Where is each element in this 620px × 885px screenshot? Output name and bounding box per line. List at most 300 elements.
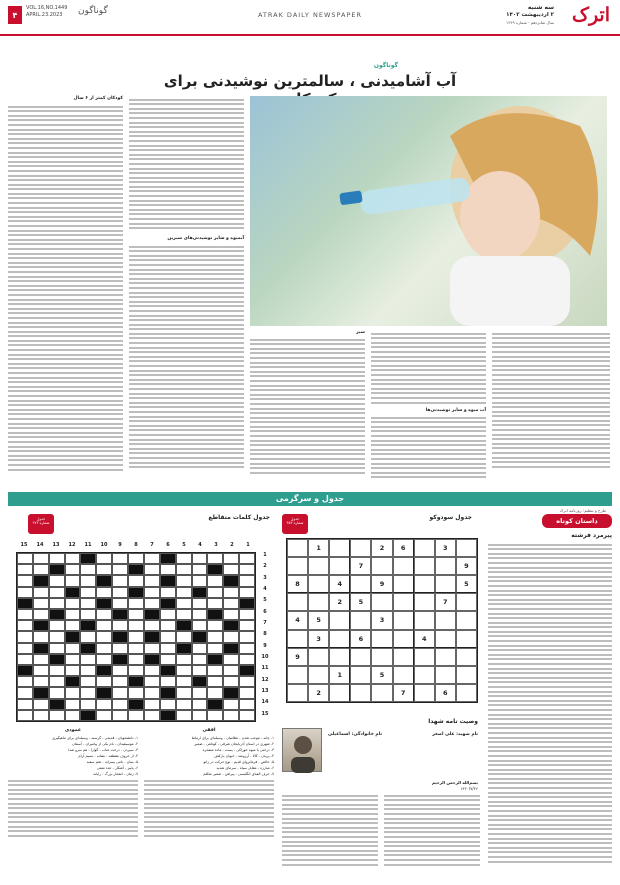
- crossword-cell[interactable]: [65, 620, 81, 631]
- crossword-cell[interactable]: [176, 575, 192, 586]
- crossword-cell[interactable]: [112, 575, 128, 586]
- sudoku-cell[interactable]: [350, 666, 371, 684]
- crossword-cell[interactable]: [112, 620, 128, 631]
- crossword-cell[interactable]: [17, 609, 33, 620]
- sudoku-cell[interactable]: 7: [435, 593, 456, 611]
- crossword-cell[interactable]: [207, 620, 223, 631]
- crossword-cell[interactable]: [144, 676, 160, 687]
- crossword-cell[interactable]: [128, 575, 144, 586]
- crossword-cell[interactable]: [17, 643, 33, 654]
- crossword-cell[interactable]: [223, 676, 239, 687]
- crossword-cell[interactable]: [33, 654, 49, 665]
- crossword-cell[interactable]: [239, 609, 255, 620]
- sudoku-badge: [282, 514, 308, 534]
- sudoku-cell[interactable]: [371, 557, 392, 575]
- crossword-cell[interactable]: [17, 553, 33, 564]
- crossword-cell[interactable]: [160, 587, 176, 598]
- crossword-cell[interactable]: [65, 665, 81, 676]
- crossword-cell[interactable]: [33, 699, 49, 710]
- sudoku-cell[interactable]: [435, 611, 456, 629]
- crossword-cell[interactable]: [49, 631, 65, 642]
- crossword-cell[interactable]: [96, 553, 112, 564]
- sudoku-cell[interactable]: 7: [350, 557, 371, 575]
- crossword-cell[interactable]: [96, 620, 112, 631]
- martyr-portrait: [282, 728, 322, 772]
- sudoku-cell[interactable]: 2: [308, 684, 329, 702]
- sudoku-cell[interactable]: [308, 557, 329, 575]
- crossword-cell[interactable]: [160, 676, 176, 687]
- sudoku-cell[interactable]: 4: [329, 575, 350, 593]
- crossword-black-cell: [112, 654, 128, 665]
- article-kicker: گوناگون: [373, 62, 398, 69]
- crossword-cell[interactable]: [33, 665, 49, 676]
- crossword-black-cell: [80, 620, 96, 631]
- crossword-black-cell: [96, 665, 112, 676]
- sudoku-cell[interactable]: [435, 666, 456, 684]
- crossword-grid[interactable]: [16, 552, 256, 722]
- crossword-cell[interactable]: [192, 699, 208, 710]
- sudoku-cell[interactable]: [308, 648, 329, 666]
- crossword-cell[interactable]: [223, 699, 239, 710]
- sudoku-cell[interactable]: [393, 630, 414, 648]
- crossword-cell[interactable]: [207, 575, 223, 586]
- crossword-cell[interactable]: [17, 564, 33, 575]
- story-panel: [488, 514, 612, 880]
- sudoku-cell[interactable]: [308, 593, 329, 611]
- sudoku-cell[interactable]: [435, 630, 456, 648]
- crossword-cell[interactable]: [49, 710, 65, 721]
- crossword-cell[interactable]: [223, 631, 239, 642]
- sudoku-cell[interactable]: 1: [329, 666, 350, 684]
- crossword-cell[interactable]: [33, 676, 49, 687]
- sudoku-cell[interactable]: 9: [456, 557, 477, 575]
- sudoku-cell[interactable]: [329, 648, 350, 666]
- sudoku-cell[interactable]: [435, 575, 456, 593]
- sudoku-cell[interactable]: [414, 666, 435, 684]
- sudoku-cell[interactable]: [287, 666, 308, 684]
- sudoku-cell[interactable]: [287, 630, 308, 648]
- crossword-cell[interactable]: [80, 676, 96, 687]
- crossword-clue: ۴- از حروف مقطعه - نشانه - نسیم آرام: [78, 754, 138, 758]
- sudoku-cell[interactable]: [287, 539, 308, 557]
- sudoku-cell[interactable]: [371, 593, 392, 611]
- crossword-cell[interactable]: [49, 665, 65, 676]
- sudoku-cell[interactable]: 6: [393, 539, 414, 557]
- crossword-cell[interactable]: [65, 575, 81, 586]
- sudoku-cell[interactable]: [414, 593, 435, 611]
- sudoku-cell[interactable]: [329, 557, 350, 575]
- sudoku-cell[interactable]: 2: [371, 539, 392, 557]
- sudoku-cell[interactable]: 4: [414, 630, 435, 648]
- article-kicker-bar: [178, 62, 398, 72]
- crossword-cell[interactable]: [17, 587, 33, 598]
- crossword-cell[interactable]: [192, 598, 208, 609]
- crossword-cell[interactable]: [80, 631, 96, 642]
- crossword-cell[interactable]: [112, 553, 128, 564]
- crossword-cell[interactable]: [112, 564, 128, 575]
- crossword-cell[interactable]: [192, 654, 208, 665]
- sudoku-cell[interactable]: 4: [287, 611, 308, 629]
- crossword-cell[interactable]: [207, 631, 223, 642]
- crossword-cell[interactable]: [239, 676, 255, 687]
- crossword-black-cell: [33, 620, 49, 631]
- crossword-cell[interactable]: [160, 564, 176, 575]
- crossword-cell[interactable]: [17, 710, 33, 721]
- crossword-cell[interactable]: [17, 687, 33, 698]
- crossword-cell[interactable]: [160, 620, 176, 631]
- crossword-clue: ۵- خالص - فرمانروای قدیم - نوع حرکت در زانو: [203, 760, 274, 764]
- crossword-cell[interactable]: [33, 598, 49, 609]
- crossword-cell[interactable]: [144, 575, 160, 586]
- sudoku-cell[interactable]: 7: [393, 684, 414, 702]
- crossword-cell[interactable]: [128, 665, 144, 676]
- crossword-cell[interactable]: [112, 587, 128, 598]
- crossword-cell[interactable]: [96, 587, 112, 598]
- sudoku-cell[interactable]: [435, 557, 456, 575]
- crossword-cell[interactable]: [112, 676, 128, 687]
- crossword-cell[interactable]: [80, 587, 96, 598]
- sudoku-cell[interactable]: 5: [308, 611, 329, 629]
- crossword-cell[interactable]: [112, 687, 128, 698]
- logo: اترک: [571, 4, 610, 26]
- sudoku-cell[interactable]: [308, 575, 329, 593]
- crossword-cell[interactable]: [239, 620, 255, 631]
- crossword-cell[interactable]: [96, 643, 112, 654]
- sudoku-cell[interactable]: [329, 611, 350, 629]
- crossword-column-number: 13: [52, 542, 60, 548]
- crossword-cell[interactable]: [160, 609, 176, 620]
- crossword-black-cell: [223, 687, 239, 698]
- crossword-cell[interactable]: [144, 665, 160, 676]
- crossword-cell[interactable]: [192, 710, 208, 721]
- sudoku-cell[interactable]: 9: [287, 648, 308, 666]
- crossword-cell[interactable]: [223, 553, 239, 564]
- sudoku-cell[interactable]: [350, 539, 371, 557]
- crossword-cell[interactable]: [49, 620, 65, 631]
- crossword-cell[interactable]: [176, 609, 192, 620]
- crossword-cell[interactable]: [176, 587, 192, 598]
- crossword-cell[interactable]: [17, 654, 33, 665]
- crossword-cell[interactable]: [33, 710, 49, 721]
- crossword-cell[interactable]: [160, 654, 176, 665]
- crossword-black-cell: [33, 575, 49, 586]
- crossword-cell[interactable]: [144, 620, 160, 631]
- crossword-cell[interactable]: [128, 598, 144, 609]
- crossword-cell[interactable]: [176, 710, 192, 721]
- crossword-cell[interactable]: [96, 710, 112, 721]
- crossword-cell[interactable]: [144, 553, 160, 564]
- sudoku-cell[interactable]: [456, 593, 477, 611]
- crossword-black-cell: [144, 631, 160, 642]
- crossword-cell[interactable]: [239, 654, 255, 665]
- crossword-cell[interactable]: [33, 587, 49, 598]
- crossword-cell[interactable]: [17, 676, 33, 687]
- crossword-cell[interactable]: [192, 553, 208, 564]
- crossword-cell[interactable]: [192, 643, 208, 654]
- crossword-cell[interactable]: [223, 587, 239, 598]
- crossword-black-cell: [96, 598, 112, 609]
- sudoku-cell[interactable]: [414, 611, 435, 629]
- crossword-cell[interactable]: [223, 710, 239, 721]
- crossword-cell[interactable]: [144, 699, 160, 710]
- crossword-cell[interactable]: [65, 699, 81, 710]
- crossword-cell[interactable]: [49, 643, 65, 654]
- crossword-cell[interactable]: [192, 665, 208, 676]
- crossword-cell[interactable]: [207, 687, 223, 698]
- crossword-cell[interactable]: [144, 598, 160, 609]
- crossword-cell[interactable]: [112, 598, 128, 609]
- crossword-cell[interactable]: [112, 665, 128, 676]
- crossword-cell[interactable]: [160, 699, 176, 710]
- crossword-cell[interactable]: [223, 609, 239, 620]
- sudoku-cell[interactable]: 5: [371, 666, 392, 684]
- crossword-black-cell: [160, 575, 176, 586]
- crossword-cell[interactable]: [176, 665, 192, 676]
- crossword-cell[interactable]: [96, 654, 112, 665]
- crossword-cell[interactable]: [65, 687, 81, 698]
- crossword-column-number: 15: [20, 542, 28, 548]
- crossword-cell[interactable]: [80, 654, 96, 665]
- crossword-cell[interactable]: [144, 587, 160, 598]
- crossword-cell[interactable]: [144, 643, 160, 654]
- sudoku-cell[interactable]: [350, 648, 371, 666]
- sudoku-cell[interactable]: [287, 593, 308, 611]
- crossword-cell[interactable]: [207, 710, 223, 721]
- crossword-cell[interactable]: [49, 553, 65, 564]
- crossword-cell[interactable]: [128, 553, 144, 564]
- crossword-cell[interactable]: [33, 564, 49, 575]
- crossword-cell[interactable]: [239, 710, 255, 721]
- sudoku-cell[interactable]: 9: [371, 575, 392, 593]
- will-date: ۱۳۶۰/۷/۲۶: [460, 786, 478, 791]
- sudoku-cell[interactable]: [393, 666, 414, 684]
- crossword-cell[interactable]: [128, 654, 144, 665]
- will-title: وصیت نامه شهدا: [428, 718, 478, 725]
- crossword-cell[interactable]: [65, 598, 81, 609]
- martyr-name-row: [328, 732, 478, 737]
- sudoku-cell[interactable]: 5: [350, 593, 371, 611]
- sudoku-cell[interactable]: [456, 611, 477, 629]
- crossword-cell[interactable]: [176, 564, 192, 575]
- sudoku-cell[interactable]: [456, 648, 477, 666]
- crossword-cell[interactable]: [239, 575, 255, 586]
- crossword-column-number: 11: [84, 542, 92, 548]
- crossword-cell[interactable]: [17, 620, 33, 631]
- sudoku-cell[interactable]: [308, 666, 329, 684]
- crossword-cell[interactable]: [128, 710, 144, 721]
- crossword-cell[interactable]: [239, 687, 255, 698]
- sudoku-cell[interactable]: [350, 575, 371, 593]
- crossword-cell[interactable]: [33, 609, 49, 620]
- crossword-cell[interactable]: [192, 620, 208, 631]
- sudoku-cell[interactable]: [287, 557, 308, 575]
- crossword-cell[interactable]: [65, 643, 81, 654]
- crossword-cell[interactable]: [96, 564, 112, 575]
- sudoku-cell[interactable]: [456, 666, 477, 684]
- sudoku-cell[interactable]: 3: [435, 539, 456, 557]
- crossword-cell[interactable]: [176, 699, 192, 710]
- sudoku-cell[interactable]: [393, 557, 414, 575]
- sudoku-cell[interactable]: [393, 575, 414, 593]
- crossword-cell[interactable]: [96, 676, 112, 687]
- sudoku-cell[interactable]: [329, 539, 350, 557]
- story-tag: داستان کوتاه: [542, 514, 612, 528]
- crossword-cell[interactable]: [144, 564, 160, 575]
- crossword-cell[interactable]: [80, 665, 96, 676]
- game-section-bar: [8, 492, 612, 506]
- sudoku-cell[interactable]: [435, 648, 456, 666]
- crossword-cell[interactable]: [144, 710, 160, 721]
- sudoku-cell[interactable]: [329, 630, 350, 648]
- crossword-cell[interactable]: [65, 553, 81, 564]
- crossword-cell[interactable]: [207, 598, 223, 609]
- sudoku-cell[interactable]: [393, 611, 414, 629]
- crossword-cell[interactable]: [80, 687, 96, 698]
- crossword-cell[interactable]: [160, 643, 176, 654]
- crossword-cell[interactable]: [112, 710, 128, 721]
- crossword-cell[interactable]: [176, 631, 192, 642]
- crossword-cell[interactable]: [80, 609, 96, 620]
- sudoku-cell[interactable]: [414, 557, 435, 575]
- crossword-black-cell: [160, 710, 176, 721]
- crossword-black-cell: [49, 609, 65, 620]
- crossword-cell[interactable]: [207, 587, 223, 598]
- sudoku-cell[interactable]: [456, 684, 477, 702]
- crossword-cell[interactable]: [176, 598, 192, 609]
- article-column-3: [250, 330, 365, 488]
- crossword-cell[interactable]: [223, 654, 239, 665]
- crossword-cell[interactable]: [33, 631, 49, 642]
- crossword-cell[interactable]: [239, 699, 255, 710]
- sudoku-grid[interactable]: [286, 538, 478, 703]
- crossword-cell[interactable]: [49, 676, 65, 687]
- article-photo: [250, 96, 607, 326]
- sudoku-cell[interactable]: [414, 648, 435, 666]
- crossword-cell[interactable]: [176, 676, 192, 687]
- crossword-row-number: 13: [261, 687, 269, 694]
- crossword-cell[interactable]: [176, 654, 192, 665]
- crossword-black-cell: [207, 609, 223, 620]
- crossword-cell[interactable]: [80, 575, 96, 586]
- crossword-cell[interactable]: [49, 587, 65, 598]
- sudoku-cell[interactable]: 5: [456, 575, 477, 593]
- sudoku-cell[interactable]: 2: [329, 593, 350, 611]
- crossword-cell[interactable]: [192, 609, 208, 620]
- sudoku-panel: [282, 514, 482, 714]
- crossword-cell[interactable]: [239, 631, 255, 642]
- crossword-cell[interactable]: [144, 687, 160, 698]
- sudoku-cell[interactable]: [287, 684, 308, 702]
- sudoku-cell[interactable]: 1: [308, 539, 329, 557]
- sudoku-cell[interactable]: 3: [371, 611, 392, 629]
- sudoku-cell[interactable]: 8: [287, 575, 308, 593]
- sudoku-cell[interactable]: [414, 575, 435, 593]
- crossword-cell[interactable]: [49, 575, 65, 586]
- crossword-cell[interactable]: [80, 564, 96, 575]
- crossword-cell[interactable]: [192, 575, 208, 586]
- crossword-cell[interactable]: [192, 564, 208, 575]
- sudoku-cell[interactable]: [456, 630, 477, 648]
- crossword-column-number: 12: [68, 542, 76, 548]
- crossword-row-number: 12: [261, 676, 269, 683]
- crossword-cell[interactable]: [96, 631, 112, 642]
- crossword-cell[interactable]: [176, 553, 192, 564]
- sudoku-cell[interactable]: 6: [435, 684, 456, 702]
- crossword-cell[interactable]: [65, 564, 81, 575]
- crossword-black-cell: [207, 564, 223, 575]
- crossword-cell[interactable]: [207, 553, 223, 564]
- crossword-cell[interactable]: [223, 564, 239, 575]
- crossword-black-cell: [49, 654, 65, 665]
- article-column-2: [129, 96, 244, 488]
- crossword-cell[interactable]: [96, 609, 112, 620]
- crossword-cell[interactable]: [128, 620, 144, 631]
- crossword-black-cell: [49, 564, 65, 575]
- crossword-cell[interactable]: [112, 643, 128, 654]
- crossword-cell[interactable]: [192, 687, 208, 698]
- crossword-cell[interactable]: [176, 687, 192, 698]
- crossword-cell[interactable]: [239, 643, 255, 654]
- crossword-cell[interactable]: [49, 598, 65, 609]
- crossword-cell[interactable]: [239, 587, 255, 598]
- crossword-cell[interactable]: [80, 598, 96, 609]
- sudoku-cell[interactable]: [393, 648, 414, 666]
- sudoku-cell[interactable]: 6: [350, 630, 371, 648]
- crossword-cell[interactable]: [239, 564, 255, 575]
- crossword-cell[interactable]: [207, 676, 223, 687]
- crossword-cell[interactable]: [65, 710, 81, 721]
- crossword-cell[interactable]: [17, 631, 33, 642]
- crossword-cell[interactable]: [207, 665, 223, 676]
- crossword-cell[interactable]: [128, 631, 144, 642]
- sudoku-cell[interactable]: 3: [308, 630, 329, 648]
- crossword-cell[interactable]: [65, 609, 81, 620]
- crossword-cell[interactable]: [239, 553, 255, 564]
- crossword-cell[interactable]: [17, 575, 33, 586]
- sudoku-cell[interactable]: [414, 684, 435, 702]
- martyr-first-name-group: نام شهید: علی اصغر: [432, 732, 478, 737]
- crossword-cell[interactable]: [223, 598, 239, 609]
- sudoku-cell[interactable]: [414, 539, 435, 557]
- sudoku-cell[interactable]: [350, 611, 371, 629]
- crossword-black-cell: [80, 710, 96, 721]
- crossword-cell[interactable]: [128, 687, 144, 698]
- crossword-cell[interactable]: [207, 643, 223, 654]
- sudoku-cell[interactable]: [371, 630, 392, 648]
- crossword-cell[interactable]: [96, 699, 112, 710]
- crossword-clue: ۲- شهری در استان آذربایجان شرقی - کوتاهی - ضمیر: [194, 742, 274, 746]
- crossword-cell[interactable]: [128, 609, 144, 620]
- crossword-cell[interactable]: [17, 699, 33, 710]
- sudoku-cell[interactable]: [350, 684, 371, 702]
- crossword-cell[interactable]: [160, 631, 176, 642]
- sudoku-cell[interactable]: [371, 684, 392, 702]
- crossword-cell[interactable]: [223, 665, 239, 676]
- crossword-cell[interactable]: [80, 699, 96, 710]
- crossword-row-number: 6: [263, 608, 267, 615]
- crossword-cell[interactable]: [112, 699, 128, 710]
- crossword-cell[interactable]: [128, 643, 144, 654]
- sudoku-cell[interactable]: [456, 539, 477, 557]
- crossword-cell[interactable]: [33, 553, 49, 564]
- article-text-block: [371, 414, 486, 481]
- crossword-cell[interactable]: [65, 654, 81, 665]
- crossword-cell[interactable]: [49, 687, 65, 698]
- sudoku-cell[interactable]: [371, 648, 392, 666]
- sudoku-cell[interactable]: [329, 684, 350, 702]
- sudoku-cell[interactable]: [393, 593, 414, 611]
- crossword-black-cell: [160, 553, 176, 564]
